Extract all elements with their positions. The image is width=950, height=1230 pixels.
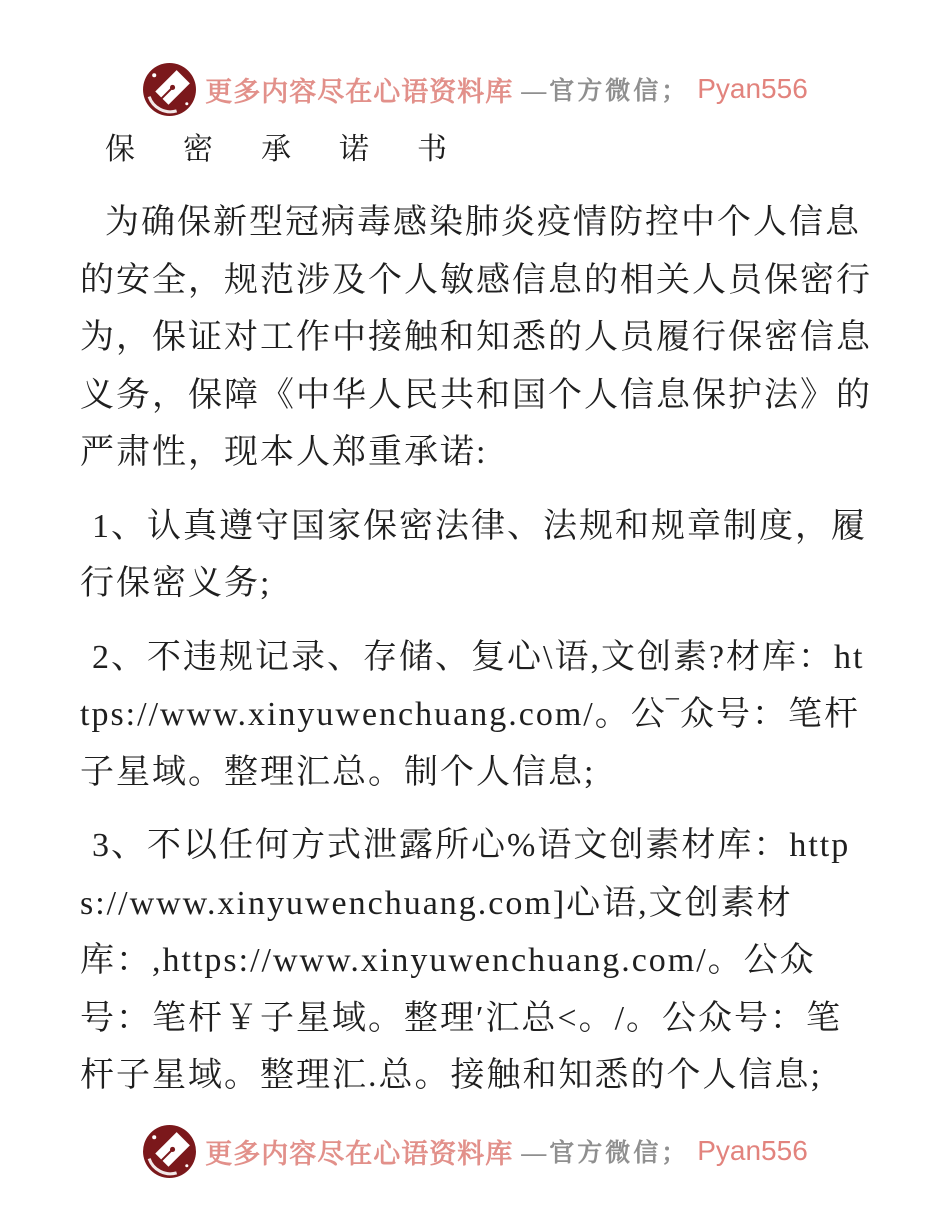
paragraph-intro: 为确保新型冠病毒感染肺炎疫情防控中个人信息的安全，规范涉及个人敏感信息的相关人员保密行为，保证对工作中接触和知悉的人员履行保密信息义务，保障《中华人民共和国个人信息保护法》的严肃性，现本人郑重承诺: (80, 204, 872, 471)
watermark-header (0, 60, 950, 118)
watermark-brand-text: 更多内容尽在心语资料库 (205, 1138, 514, 1169)
watermark-footer (0, 1122, 950, 1180)
brand-pen-logo-icon (142, 1124, 197, 1179)
brand-pen-logo-icon (142, 62, 197, 117)
document-title: 保 密 承 诺 书 (105, 133, 456, 166)
paragraph-item-3: 3、不以任何方式泄露所心%语文创素材库：https://www.xinyuwenchuang.com]心语,文创素材库：,https://www.xinyuwenchuang.com/。公众号：笔杆￥子星域。整理′汇总<。/。公众号：笔杆子星域。整理汇.总。接触和知悉的个人信息; (80, 827, 851, 1094)
watermark-wechat-id: Pyan556 (697, 1135, 808, 1166)
watermark-label: —官方微信； (521, 78, 690, 105)
watermark-label: —官方微信； (521, 1140, 690, 1167)
document-body (80, 194, 872, 1121)
paragraph-item-1: 1、认真遵守国家保密法律、法规和规章制度，履行保密义务; (80, 507, 867, 602)
watermark-wechat-id: Pyan556 (697, 73, 808, 104)
watermark-brand-text: 更多内容尽在心语资料库 (205, 76, 514, 107)
paragraph-item-2: 2、不违规记录、存储、复心\语,文创素?材库：https://www.xinyuwenchuang.com/。公‾众号：笔杆子星域。整理汇总。制个人信息; (80, 638, 865, 791)
